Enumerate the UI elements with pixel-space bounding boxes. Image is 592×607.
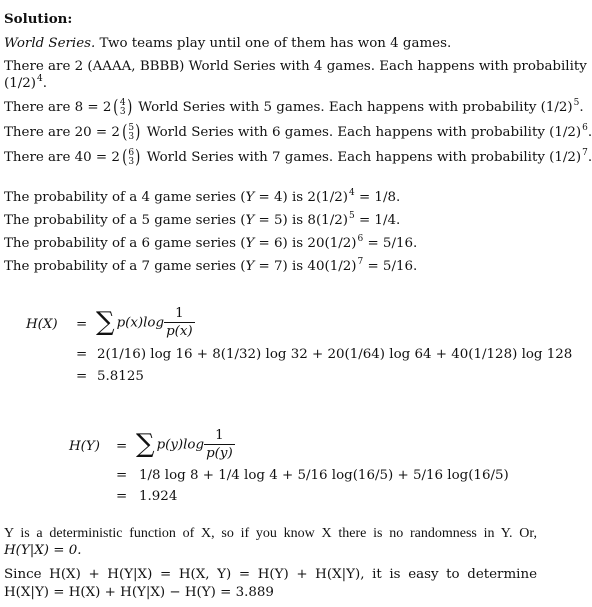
- hy-expansion: 1/8 log 8 + 1/4 log 4 + 5/16 log(16/5) + 5/16 log(16/5): [139, 468, 509, 483]
- hy-equals-1: =: [116, 439, 128, 454]
- hy-lhs: H(Y): [69, 439, 100, 454]
- hy-equals-2: =: [116, 468, 128, 483]
- hx-equals-2: =: [76, 347, 88, 362]
- hx-lhs: H(X): [26, 317, 58, 332]
- binomial-4-3: ( 4 3 ): [113, 96, 132, 118]
- hy-fraction: $\frac{1}{p(y)}$: [206, 428, 233, 461]
- conclusion-line1: Y is a deterministic function of X, so if you know X there is no randomness in Y. Or,: [4, 526, 537, 541]
- hx-equals-1: =: [76, 317, 88, 332]
- count-four-line1: There are 2 (AAAA, BBBB) World Series with 4 games. Each happens with probability: [4, 59, 587, 74]
- count-five-line: There are 8 = 2 ( 4 3 ) World Series with 5 games. Each happens with probability $(1/2)^5$.: [4, 96, 584, 118]
- hx-result: 5.8125: [97, 369, 144, 384]
- intro-title: World Series.: [4, 36, 96, 51]
- hy-equals-3: =: [116, 489, 128, 504]
- probability-line-5: The probability of a 5 game series (Y = 5) is $8(1/2)^5 = 1/4$.: [4, 211, 401, 228]
- conclusion-line4: H(X|Y) = H(X) + H(Y|X) − H(Y) = 3.889: [4, 585, 274, 600]
- hx-fraction: $\frac{1}{p(x)}$: [166, 306, 193, 339]
- probability-line-4: The probability of a 4 game series (Y = 4) is $2(1/2)^4 = 1/8$.: [4, 188, 401, 205]
- hx-expansion: 2(1/16) log 16 + 8(1/32) log 32 + 20(1/64) log 64 + 40(1/128) log 128: [97, 347, 573, 362]
- binomial-6-3: ( 6 3 ): [122, 146, 141, 168]
- hx-sum-expression: ∑ p(x)log $\frac{1}{p(x)}$: [96, 306, 193, 339]
- conclusion-line3: Since H(X) + H(Y|X) = H(X, Y) = H(Y) + H(X|Y), it is easy to determine: [4, 567, 537, 582]
- count-six-line: There are 20 = 2 ( 5 3 ) World Series with 6 games. Each happens with probability $(1/2)^6$.: [4, 121, 592, 143]
- solution-heading: Solution:: [4, 11, 73, 27]
- hy-result: 1.924: [139, 489, 178, 504]
- intro-text: Two teams play until one of them has won 4 games.: [99, 36, 452, 51]
- intro-line: [4, 37, 451, 50]
- count-four-line2: $(1/2)^4$.: [4, 74, 47, 91]
- probability-line-6: The probability of a 6 game series (Y = 6) is $20(1/2)^6 = 5/16$.: [4, 234, 418, 251]
- binomial-5-3: ( 5 3 ): [122, 121, 141, 143]
- conclusion-line2: H(Y|X) = 0.: [4, 543, 82, 558]
- count-seven-line: There are 40 = 2 ( 6 3 ) World Series with 7 games. Each happens with probability $(1/2)^7$.: [4, 146, 592, 168]
- hx-equals-3: =: [76, 369, 88, 384]
- hy-sum-expression: ∑ p(y)log $\frac{1}{p(y)}$: [136, 428, 233, 461]
- probability-line-7: The probability of a 7 game series (Y = 7) is $40(1/2)^7 = 5/16$.: [4, 257, 418, 274]
